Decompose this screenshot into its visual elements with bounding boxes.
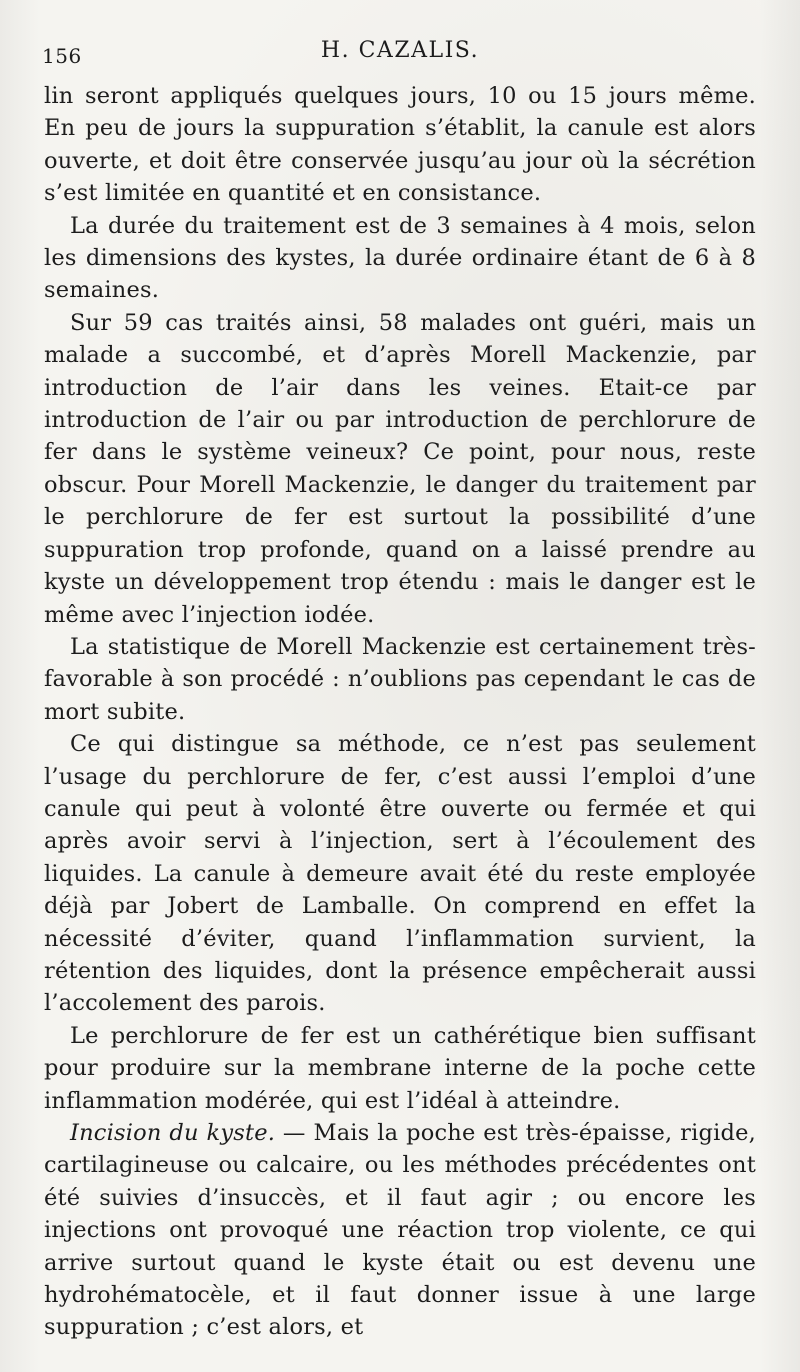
section-heading: Incision du kyste. (70, 1120, 276, 1146)
paragraph: Ce qui distingue sa méthode, ce n’est pas seulement l’usage du perchlorure de fer, c’est aussi l’emploi d’une canule qui peut à volonté être ouverte ou fermée et qui après avoir servi à l’injection, sert à l’écoulement des liquides. La canule à demeure avait été du reste employée déjà par Jobert de Lamballe. On comprend en effet la nécessité d’éviter, quand l’inflammation survient, la rétention des liquides, dont la présence empêcherait aussi l’accolement des parois. (44, 731, 756, 1017)
paragraph: La durée du traitement est de 3 semaines à 4 mois, selon les dimensions des kystes, la durée ordinaire étant de 6 à 8 semaines. (44, 212, 756, 304)
paragraph-text: — Mais la poche est très-épaisse, rigide, cartilagineuse ou calcaire, ou les méthodes précédentes ont été suivies d’insuccès, et il faut agir ; ou encore les injections ont provoqué une réaction trop violente, ce qui arrive surtout quand le kyste était ou est devenu une hydrohématocèle, et il faut donner issue à une large suppuration ; c’est alors, et (44, 1120, 757, 1341)
paragraph: La statistique de Morell Mackenzie est certainement très-favorable à son procédé : n’oublions pas cependant le cas de mort subite. (44, 633, 756, 725)
section-paragraph (44, 1117, 756, 1344)
paragraph: lin seront appliqués quelques jours, 10 ou 15 jours même. En peu de jours la suppuration s’établit, la canule est alors ouverte, et doit être conservée jusqu’au jour où la sécrétion s’est limitée en quantité et en consistance. (44, 83, 756, 207)
paragraph: Le perchlorure de fer est un cathérétique bien suffisant pour produire sur la membrane interne de la poche cette inflammation modérée, qui est l’idéal à atteindre. (44, 1022, 756, 1114)
page-number: 156 (42, 44, 82, 68)
page-header (42, 38, 758, 68)
running-head: H. CAZALIS. (320, 38, 480, 63)
page-body (44, 80, 756, 1344)
paragraph: Sur 59 cas traités ainsi, 58 malades ont guéri, mais un malade a succombé, et d’après Morell Mackenzie, par introduction de l’air dans les veines. Etait-ce par introduction de l’air ou par introduction de perchlorure de fer dans le système veineux? Ce point, pour nous, reste obscur. Pour Morell Mackenzie, le danger du traitement par le perchlorure de fer est surtout la possibilité d’une suppuration trop profonde, quand on a laissé prendre au kyste un développement trop étendu : mais le danger est le même avec l’injection iodée. (44, 309, 756, 628)
